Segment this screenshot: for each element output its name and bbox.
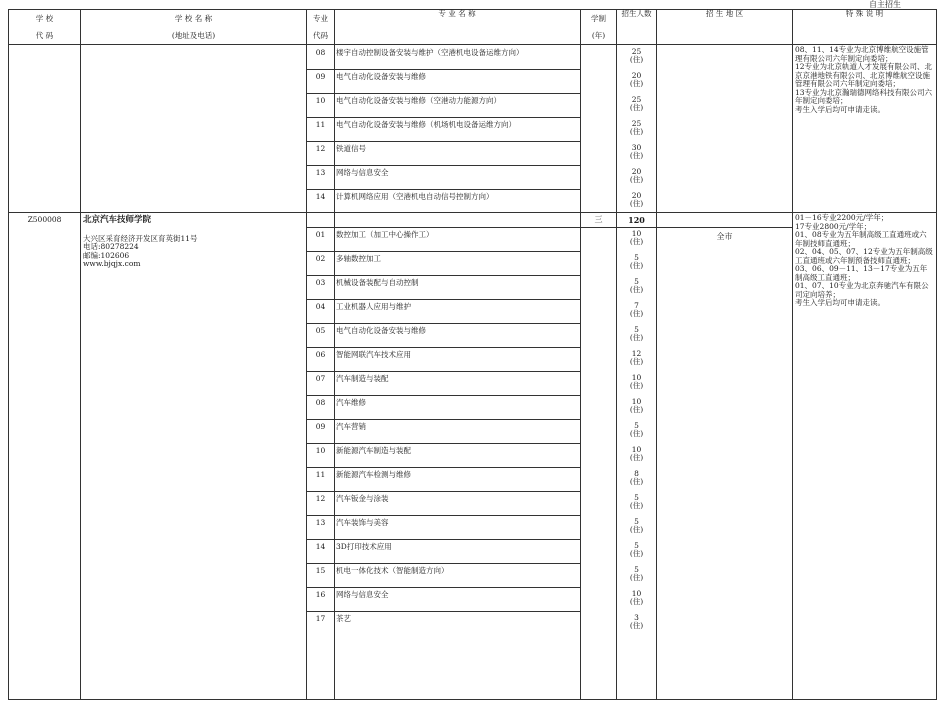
major-code: 14 bbox=[315, 542, 326, 551]
quota-note: (住) bbox=[629, 102, 644, 112]
quota-note: (住) bbox=[629, 150, 644, 160]
header-school-name: 学 校 名 称 (地址及电话) bbox=[81, 10, 307, 45]
major-code: 02 bbox=[315, 254, 326, 263]
major-row bbox=[307, 227, 580, 251]
major-code: 17 bbox=[315, 614, 326, 623]
major-quota bbox=[617, 254, 656, 270]
school-address: 大兴区采育经济开发区育英街11号 bbox=[83, 233, 198, 243]
major-name: 汽车装饰与美容 bbox=[336, 518, 389, 527]
major-name: 电气自动化设备安装与维修 bbox=[336, 72, 426, 81]
major-code: 04 bbox=[315, 302, 326, 311]
quota-value: 10 bbox=[631, 397, 642, 406]
major-quota bbox=[617, 614, 656, 630]
quota-value: 25 bbox=[631, 119, 642, 128]
quota-value: 5 bbox=[634, 325, 639, 334]
quota-note: (住) bbox=[629, 524, 644, 534]
major-quota bbox=[617, 518, 656, 534]
major-name: 新能源汽车制造与装配 bbox=[336, 446, 411, 455]
school-region: 全市 bbox=[716, 232, 733, 241]
major-name: 电气自动化设备安装与维修（机场机电设备运维方向） bbox=[336, 120, 516, 129]
major-name: 智能网联汽车技术应用 bbox=[336, 350, 411, 359]
major-code: 06 bbox=[315, 350, 326, 359]
major-name: 茶艺 bbox=[336, 614, 351, 623]
major-row bbox=[307, 189, 580, 213]
quota-value: 5 bbox=[634, 517, 639, 526]
major-code: 08 bbox=[315, 398, 326, 407]
major-row bbox=[307, 467, 580, 491]
quota-note: (住) bbox=[629, 500, 644, 510]
quota-note: (住) bbox=[629, 428, 644, 438]
major-quota bbox=[617, 230, 656, 246]
major-quota bbox=[617, 168, 656, 184]
major-quota bbox=[617, 192, 656, 208]
major-name: 汽车钣金与涂装 bbox=[336, 494, 389, 503]
major-quota bbox=[617, 422, 656, 438]
major-row bbox=[307, 515, 580, 539]
major-row bbox=[307, 611, 580, 635]
quota-value: 5 bbox=[634, 565, 639, 574]
major-code: 11 bbox=[315, 470, 326, 479]
major-row bbox=[307, 395, 580, 419]
quota-value: 10 bbox=[631, 373, 642, 382]
school-name: 北京汽车技师学院 bbox=[83, 215, 152, 225]
major-name: 铁道信号 bbox=[336, 144, 366, 153]
quota-value: 3 bbox=[634, 613, 639, 622]
major-quota bbox=[617, 398, 656, 414]
header-region: 招 生 地 区 bbox=[657, 10, 793, 45]
major-quota bbox=[617, 566, 656, 582]
major-quota bbox=[617, 96, 656, 112]
major-code: 05 bbox=[315, 326, 326, 335]
prev-major-list bbox=[307, 45, 580, 212]
major-quota bbox=[617, 446, 656, 462]
quota-value: 25 bbox=[631, 95, 642, 104]
header-row bbox=[9, 10, 937, 45]
header-quota: 招生人数 bbox=[617, 10, 657, 45]
major-code: 14 bbox=[315, 192, 326, 201]
major-code: 10 bbox=[315, 446, 326, 455]
major-name: 汽车营销 bbox=[336, 422, 366, 431]
major-quota bbox=[617, 120, 656, 136]
major-code: 12 bbox=[315, 494, 326, 503]
quota-note: (住) bbox=[629, 404, 644, 414]
quota-value: 5 bbox=[634, 421, 639, 430]
quota-value: 8 bbox=[634, 469, 639, 478]
quota-note: (住) bbox=[629, 174, 644, 184]
major-name: 机械设备装配与自动控制 bbox=[336, 278, 419, 287]
quota-note: (住) bbox=[629, 572, 644, 582]
school-remarks: 01－16专业2200元/学年； 17专业2800元/学年； 01、08专业为五年制高级工直通班或六年制技师直通班； 02、04、05、07、12专业为五年制高级工直通班或六年制预备技师直通班； 03、06、09－11、13－17专业为五年制高级工直通班； 01、07、10专业为北京奔驰汽车有限公司定向培养； 考生入学后均可申请走读。 bbox=[793, 213, 937, 700]
major-quota bbox=[617, 48, 656, 64]
major-name: 计算机网络应用（空港机电自动信号控制方向） bbox=[336, 192, 494, 201]
major-row bbox=[307, 165, 580, 189]
quota-note: (住) bbox=[629, 476, 644, 486]
quota-note: (住) bbox=[629, 126, 644, 136]
major-code: 13 bbox=[315, 518, 326, 527]
quota-note: (住) bbox=[629, 236, 644, 246]
school-website: www.bjqjx.com bbox=[83, 259, 141, 268]
major-code: 01 bbox=[315, 230, 326, 239]
major-code: 15 bbox=[315, 566, 326, 575]
quota-note: (住) bbox=[629, 54, 644, 64]
major-name: 新能源汽车检测与维修 bbox=[336, 470, 411, 479]
school-block bbox=[9, 213, 937, 700]
major-row bbox=[307, 563, 580, 587]
header-duration: 学制 (年) bbox=[581, 10, 617, 45]
major-row bbox=[307, 539, 580, 563]
quota-note: (住) bbox=[629, 198, 644, 208]
major-quota bbox=[617, 494, 656, 510]
major-quota bbox=[617, 470, 656, 486]
header-school-code: 学 校 代 码 bbox=[9, 10, 81, 45]
quota-value: 20 bbox=[631, 71, 642, 80]
major-row bbox=[307, 117, 580, 141]
quota-value: 5 bbox=[634, 277, 639, 286]
major-name: 电气自动化设备安装与维修（空港动力能源方向） bbox=[336, 96, 501, 105]
major-code: 13 bbox=[315, 168, 326, 177]
quota-note: (住) bbox=[629, 620, 644, 630]
major-name: 汽车维修 bbox=[336, 398, 366, 407]
major-row bbox=[307, 93, 580, 117]
major-name: 汽车制造与装配 bbox=[336, 374, 389, 383]
prev-school-block bbox=[9, 45, 937, 213]
major-row bbox=[307, 371, 580, 395]
major-name: 数控加工（加工中心操作工） bbox=[336, 230, 434, 239]
major-code: 16 bbox=[315, 590, 326, 599]
major-code: 11 bbox=[315, 120, 326, 129]
school-total-quota: 120 bbox=[628, 215, 645, 225]
prev-remarks: 08、11、14专业为北京博维航空设施管理有限公司六年制定向委培； 12专业为北京轨道人才发展有限公司、北京京港地铁有限公司、北京博维航空设施管理有限公司六年制定向委培； 13专业为北京瀚瑞德网络科技有限公司六年制定向委培； 考生入学后均可申请走读。 bbox=[793, 45, 937, 213]
quota-value: 5 bbox=[634, 253, 639, 262]
school-code: Z500008 bbox=[9, 213, 81, 700]
major-row bbox=[307, 347, 580, 371]
quota-value: 25 bbox=[631, 47, 642, 56]
quota-value: 5 bbox=[634, 493, 639, 502]
major-name: 工业机器人应用与维护 bbox=[336, 302, 411, 311]
header-major: 专业 代码 专 业 名 称 bbox=[307, 10, 581, 45]
quota-note: (住) bbox=[629, 548, 644, 558]
major-quota bbox=[617, 374, 656, 390]
quota-note: (住) bbox=[629, 308, 644, 318]
major-row bbox=[307, 69, 580, 93]
quota-value: 10 bbox=[631, 589, 642, 598]
major-row bbox=[307, 443, 580, 467]
major-quota bbox=[617, 326, 656, 342]
quota-value: 10 bbox=[631, 445, 642, 454]
quota-value: 5 bbox=[634, 541, 639, 550]
major-row bbox=[307, 587, 580, 611]
major-code: 12 bbox=[315, 144, 326, 153]
school-postcode: 邮编:102606 bbox=[83, 250, 130, 260]
major-quota bbox=[617, 278, 656, 294]
major-row bbox=[307, 275, 580, 299]
quota-note: (住) bbox=[629, 284, 644, 294]
school-phone: 电话:80278224 bbox=[83, 242, 139, 251]
quota-value: 20 bbox=[631, 191, 642, 200]
quota-value: 12 bbox=[631, 349, 642, 358]
major-name: 机电一体化技术（智能制造方向） bbox=[336, 566, 449, 575]
header-remarks: 特 殊 说 明 bbox=[793, 10, 937, 45]
quota-note: (住) bbox=[629, 380, 644, 390]
school-info bbox=[83, 235, 306, 269]
school-duration: 三 bbox=[594, 215, 603, 224]
major-row bbox=[307, 323, 580, 347]
major-row bbox=[307, 491, 580, 515]
major-code: 09 bbox=[315, 72, 326, 81]
quota-value: 10 bbox=[631, 229, 642, 238]
quota-note: (住) bbox=[629, 596, 644, 606]
quota-value: 30 bbox=[631, 143, 642, 152]
major-row bbox=[307, 299, 580, 323]
enrollment-table bbox=[8, 9, 937, 700]
major-row bbox=[307, 141, 580, 165]
major-row bbox=[307, 45, 580, 69]
major-name: 楼宇自动控制设备安装与维护（空港机电设备运维方向） bbox=[336, 48, 524, 57]
major-name: 电气自动化设备安装与维修 bbox=[336, 326, 426, 335]
major-quota bbox=[617, 590, 656, 606]
major-code: 10 bbox=[315, 96, 326, 105]
major-name: 网络与信息安全 bbox=[336, 590, 389, 599]
major-code: 03 bbox=[315, 278, 326, 287]
major-quota bbox=[617, 302, 656, 318]
prev-quota-list bbox=[617, 45, 656, 212]
major-quota bbox=[617, 144, 656, 160]
quota-note: (住) bbox=[629, 332, 644, 342]
major-code: 09 bbox=[315, 422, 326, 431]
quota-value: 20 bbox=[631, 167, 642, 176]
major-code: 08 bbox=[315, 48, 326, 57]
major-name: 网络与信息安全 bbox=[336, 168, 389, 177]
quota-list bbox=[617, 213, 656, 699]
quota-value: 7 bbox=[634, 301, 639, 310]
major-name: 3D打印技术应用 bbox=[336, 542, 392, 551]
major-quota bbox=[617, 350, 656, 366]
major-quota bbox=[617, 72, 656, 88]
major-row bbox=[307, 419, 580, 443]
major-row bbox=[307, 251, 580, 275]
corner-note: 自主招生 bbox=[869, 0, 901, 9]
major-list bbox=[307, 213, 580, 699]
quota-note: (住) bbox=[629, 260, 644, 270]
quota-note: (住) bbox=[629, 452, 644, 462]
quota-note: (住) bbox=[629, 78, 644, 88]
major-code: 07 bbox=[315, 374, 326, 383]
quota-note: (住) bbox=[629, 356, 644, 366]
major-quota bbox=[617, 542, 656, 558]
major-name: 多轴数控加工 bbox=[336, 254, 381, 263]
